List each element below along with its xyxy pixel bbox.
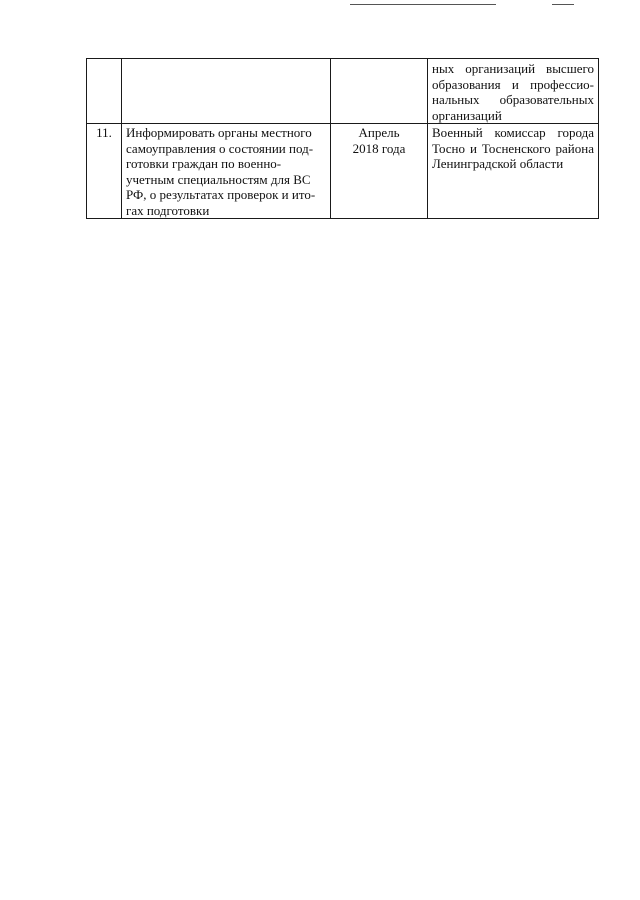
events-table [86, 58, 599, 219]
table-row [87, 59, 599, 124]
table-row [87, 124, 599, 219]
row-number-cell: 11. [87, 124, 122, 219]
responsible-line: Ленинградской области [432, 156, 564, 171]
responsible-line: образования и профессио- [432, 76, 594, 92]
task-cell [122, 59, 331, 124]
header-rule-right [552, 4, 574, 5]
task-line: Информировать органы местного [126, 125, 312, 140]
task-cell [122, 124, 331, 219]
responsible-line: ных организаций высшего [432, 61, 594, 76]
task-line: учетным специальностям для ВС [126, 171, 311, 187]
date-cell [331, 124, 428, 219]
task-line: гах подготовки [126, 202, 210, 218]
responsible-line: нальных образовательных [432, 92, 594, 107]
responsible-cell [428, 124, 599, 219]
row-number-cell [87, 59, 122, 124]
responsible-cell [428, 59, 599, 124]
responsible-line: Тосно и Тосненского района [432, 140, 594, 156]
task-line: готовки граждан по военно- [126, 156, 282, 171]
task-line: РФ, о результатах проверок и ито- [126, 187, 316, 202]
date-line: Апрель [358, 125, 400, 140]
task-line: самоуправления о состоянии под- [126, 140, 314, 156]
header-rule-left [350, 4, 496, 5]
date-cell [331, 59, 428, 124]
responsible-line: организаций [432, 107, 502, 123]
responsible-line: Военный комиссар города [432, 125, 594, 140]
date-line: 2018 года [352, 140, 406, 156]
